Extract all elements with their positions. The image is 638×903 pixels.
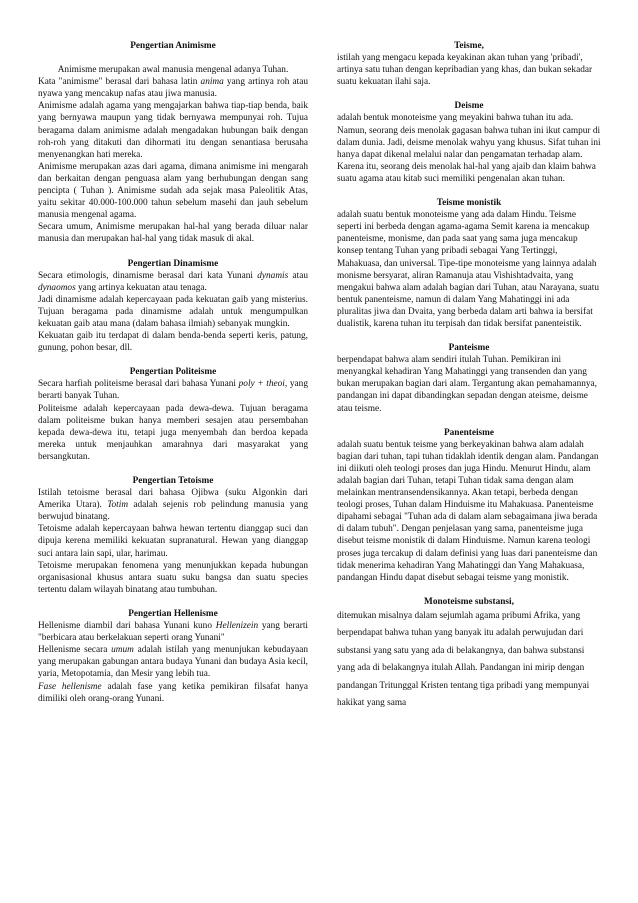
teisme-monistik-p1: adalah suatu bentuk monoteisme yang ada dalam Hindu. Teisme seperti ini berbeda dengan agama-agama Semit karena ia mencakup panenteisme, monisme, dan pada saat yang sama juga mencakup konsep tentang Tuhan yang pribadi sebagai Yang Tertinggi, Mahakuasa, dan universal. Tipe-tipe monoteisme yang lainnya adalah monisme bersyarat, aliran Ramanuja atau Vishishtadvaita, yang mengakui bahwa alam adalah bagian dari Tuhan, atau Narayana, suatu bentuk panenteisme, namun di dalam Yang Mahatinggi ini ada pluralitas jiwa dan Dvaita, yang berbeda dalam arti bahwa ia bersifat dualistik, karena tuhan itu terpisah dan tidak bersifat panenteistik.	[337, 210, 600, 329]
section-dinamisme	[38, 258, 308, 355]
heading-hellenisme: Pengertian Hellenisme	[128, 608, 218, 619]
heading-panenteisme: Panenteisme	[443, 427, 495, 438]
dinamisme-p2: Jadi dinamisme adalah kepercayaan pada kekuatan gaib yang misterius. Tujuan beragama pada dinamisme adalah untuk mengumpulkan kekuatan gaib atau mana (dalam bahasa ilmiah) sebanyak mungkin.	[38, 294, 308, 329]
heading-teisme-monistik: Teisme monistik	[436, 198, 502, 209]
animisme-p2: Animisme adalah agama yang mengajarkan bahwa tiap-tiap benda, baik yang bernyawa maupun yang tidak bernyawa mempunyai roh. Tujua beragama dalam animisme adalah mengadakan hubungan baik dengan roh-roh yang ditakuti dan dihormati itu dengan senantiasa berusaha menyenangkan hati mereka.	[38, 101, 308, 160]
panenteisme-p1: adalah suatu bentuk teisme yang berkeyakinan bahwa alam adalah bagian dari tuhan, tapi tuhan tidaklah identik dengan alam. Pandangan ini diikuti oleh teologi proses dan juga Hindu. Menurut Hindu, alam adalah bagian dari Tuhan, tetapi Tuhan tidak sama dengan alam melainkan mentransendensikannya. Akan tetapi, berbeda dengan teologi proses, Tuhan dalam Hinduisme itu Mahakuasa. Panenteisme dipahami sebagai "Tuhan ada di dalam alam sebagaimana jiwa berada di dalam tubuh". Dengan penjelasan yang sama, panenteisme juga disebut teisme monistik di dalam Hinduisme. Namun karena teologi proses juga tercakup di dalam definisi yang luas dari panenteisme dan tidak menerima kehadiran Yang Mahatinggi dan Yang Mahakuasa, pandangan Hindu dapat disebut sebagai teisme yang monistik.	[337, 439, 599, 583]
heading-panteisme: Panteisme	[448, 343, 490, 354]
heading-politeisme: Pengertian Politeisme	[129, 367, 217, 378]
section-teisme-monistik	[337, 197, 601, 330]
deisme-p1: adalah bentuk monoteisme yang meyakini bahwa tuhan itu ada. Namun, seorang deis menolak gagasan bahwa tuhan ini ikut campur di dalam dunia. Jadi, deisme menolak wahyu yang khusus. Sifat tuhan ini hanya dapat dikenal melalui nalar dan pengamatan terhadap alam. Karena itu, seorang deis menolak hal-hal yang ajaib dan klaim bahwa suatu agama atau kitab suci memiliki pengenalan akan tuhan.	[337, 113, 601, 184]
left-column	[38, 40, 308, 705]
animisme-p1: Kata "animisme" berasal dari bahasa latin anima yang artinya roh atau nyawa yang mencakup nafas atau jiwa manusia.	[38, 77, 308, 100]
animisme-intro: Animisme merupakan awal manusia mengenal adanya Tuhan.	[57, 65, 289, 76]
heading-dinamisme: Pengertian Dinamisme	[127, 258, 219, 269]
politeisme-p1: Secara harfiah politeisme berasal dari bahasa Yunani poly + theoi, yang berarti banyak Tuhan.	[38, 379, 308, 402]
heading-teisme: Teisme,	[454, 41, 484, 51]
heading-tetoisme: Pengertian Tetoisme	[132, 476, 214, 486]
panteisme-p1: berpendapat bahwa alam sendiri itulah Tuhan. Pemikiran ini menyangkal kehadiran Yang Mahatinggi yang transenden dan yang bukan merupakan bagian dari alam. Tergantung akan pemahamannya, pandangan ini dapat dibandingkan sepadan dengan ateisme, deisme atau teisme.	[337, 355, 597, 414]
section-animisme	[38, 40, 308, 246]
section-teisme	[337, 40, 601, 88]
tetoisme-p1: Istilah tetoisme berasal dari bahasa Ojibwa (suku Algonkin dari Amerika Utara). Totim adalah sejenis rob pelindung manusia yang berwujud binatang.	[38, 488, 308, 523]
section-hellenisme	[38, 608, 308, 705]
section-monoteisme	[337, 596, 601, 713]
tetoisme-p3: Tetoisme merupakan fenomena yang menunjukkan kepada hubungan organisasional khusus antara suatu suku bangsa dan suatu species tertentu dalam wilayah binatang atau tumbuhan.	[38, 560, 308, 595]
section-tetoisme	[38, 475, 308, 596]
heading-monoteisme: Monoteisme substansi,	[424, 596, 514, 607]
section-panteisme	[337, 342, 601, 415]
hellenisme-p1: Hellenisme diambil dari bahasa Yunani kuno Hellenizein yang berarti "berbicara atau berkelakuan seperti orang Yunani"	[38, 621, 308, 644]
teisme-p1: istilah yang mengacu kepada keyakinan akan tuhan yang 'pribadi', artinya satu tuhan dengan kepribadian yang khas, dan bukan sekadar suatu kekuatan ilahi saja.	[337, 53, 593, 88]
heading-deisme: Deisme	[454, 101, 484, 112]
section-panenteisme	[337, 427, 601, 584]
animisme-p4: Secara umum, Animisme merupakan hal-hal yang berada diluar nalar manusia dan merupakan hal-hal yang tidak masuk di akal.	[38, 222, 308, 245]
tetoisme-p2: Tetoisme adalah kepercayaan bahwa hewan tertentu dianggap suci dan dipuja kerena memiliki kekuatan supranatural. Hewan yang dianggap suci antara lain sapi, ular, harimau.	[38, 524, 308, 559]
hellenisme-p3: Fase hellenisme adalah fase yang ketika pemikiran filsafat hanya dimiliki oleh orang-orang Yunani.	[38, 681, 309, 704]
section-politeisme	[38, 366, 308, 463]
dinamisme-p1: Secara etimologis, dinamisme berasal dari kata Yunani dynamis atau dynaomos yang artinya kekuatan atau tenaga.	[38, 270, 308, 293]
dinamisme-p3: Kekuatan gaib itu terdapat di dalam benda-benda seperti keris, patung, gunung, pohon besar, dll.	[38, 331, 308, 354]
animisme-p3: Animisme merupakan azas dari agama, dimana animisme ini mengarah dan berkaitan dengan penguasa alam yang berhubungan dengan sang pencipta ( Tuhan ). Animisme sudah ada sejak masa Paleolitik Atas, yaitu sekitar 40.000-100.000 tahun sebelum masehi dan jauh sebelum manusia mengenal agama.	[38, 161, 308, 221]
monoteisme-p1: ditemukan misalnya dalam sejumlah agama pribumi Afrika, yang berpendapat bahwa tuhan yang banyak itu adalah perwujudan dari substansi yang satu yang ada di belakangnya, dan bahwa substansi yang ada di belakangnya itulah Allah. Pandangan ini mirip dengan pandangan Tritunggal Kristen tentang tiga pribadi yang mempunyai hakikat yang sama	[337, 610, 590, 709]
section-deisme	[337, 100, 601, 185]
right-column	[337, 40, 601, 713]
heading-animisme: Pengertian Animisme	[130, 41, 216, 51]
hellenisme-p2: Hellenisme secara umum adalah istilah yang menunjukan kebudayaan yang merupakan gabungan antara budaya Yunani dan budaya Asia kecil, yaria, Metopotamia, dan Mesir yang lebih tua.	[38, 645, 308, 680]
politeisme-p2: Politeisme adalah kepercayaan pada dewa-dewa. Tujuan beragama dalam politeisme bukan hanya memberi sesajen atau persembahan kepada dewa-dewa itu, tetapi juga menyembah dan berdoa kepada mereka untuk menjauhkan amarahnya dari masyarakat yang bersangkutan.	[38, 403, 308, 462]
